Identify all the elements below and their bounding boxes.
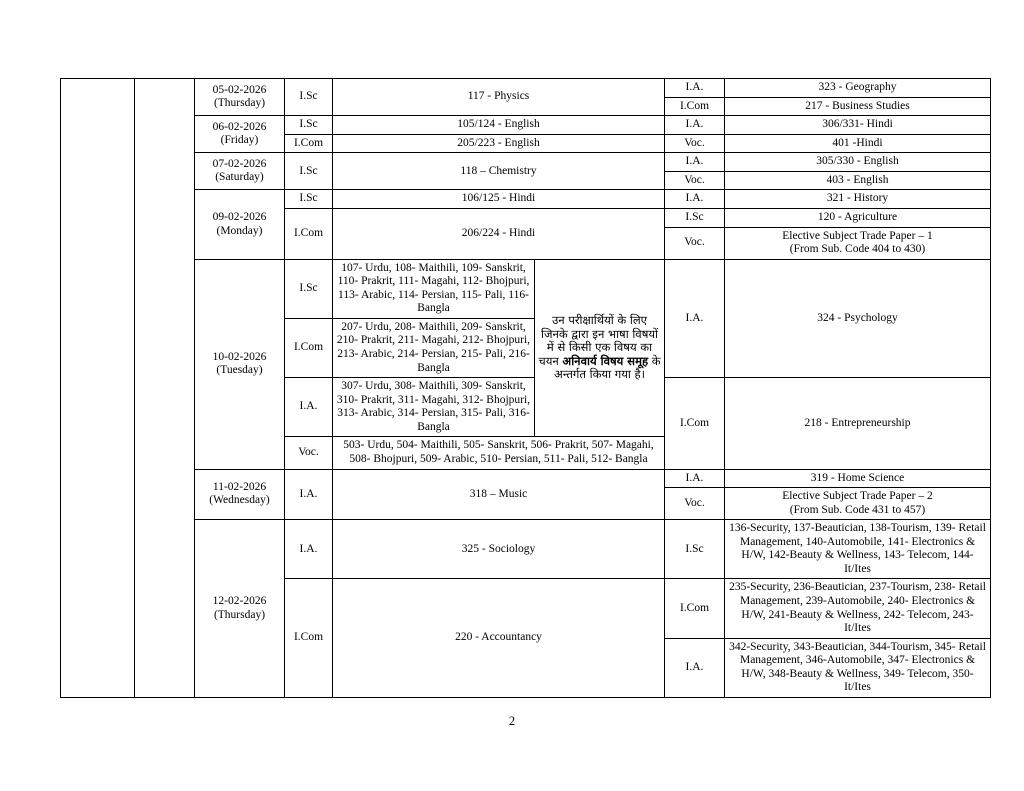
subject-cell: 207- Urdu, 208- Maithili, 209- Sanskrit, 210- Prakrit, 211- Magahi, 212- Bhojpuri, 213- Arabic, 214- Persian, 215- Pali, 216- Bangla — [333, 318, 535, 377]
stream-cell-right: I.A. — [665, 79, 725, 98]
subject-cell: 118 – Chemistry — [333, 153, 665, 190]
subject-cell-right: Elective Subject Trade Paper – 2 (From Sub. Code 431 to 457) — [725, 488, 991, 520]
stream-cell-right: Voc. — [665, 227, 725, 259]
subject-cell-right: 217 - Business Studies — [725, 97, 991, 116]
subject-cell: 220 - Accountancy — [333, 579, 665, 698]
date-cell: 12-02-2026 (Thursday) — [195, 520, 285, 698]
stream-cell: I.Com — [285, 318, 333, 377]
date-cell: 05-02-2026 (Thursday) — [195, 79, 285, 116]
stream-cell: I.Com — [285, 208, 333, 259]
stream-cell: I.Com — [285, 579, 333, 698]
stream-cell: I.A. — [285, 378, 333, 437]
stream-cell: I.Sc — [285, 190, 333, 209]
subject-cell: 318 – Music — [333, 469, 665, 520]
stream-cell-right: I.A. — [665, 638, 725, 697]
subject-cell: 325 - Sociology — [333, 520, 665, 579]
subject-cell-right: 235-Security, 236-Beautician, 237-Tourism, 238- Retail Management, 239-Automobile, 240- Electronics & H/W, 241-Beauty & Wellness, 242- Telecom, 243- It/Ites — [725, 579, 991, 638]
stream-cell-right: I.A. — [665, 469, 725, 488]
stream-cell-right: I.Com — [665, 579, 725, 638]
date-cell: 09-02-2026 (Monday) — [195, 190, 285, 259]
stream-cell-right: Voc. — [665, 488, 725, 520]
stream-cell: I.Sc — [285, 116, 333, 135]
table-row — [61, 116, 991, 135]
subject-cell-right: 218 - Entrepreneurship — [725, 378, 991, 469]
subject-cell-right: 321 - History — [725, 190, 991, 209]
outer-blank-col-2 — [135, 79, 195, 698]
subject-cell-right: 120 - Agriculture — [725, 208, 991, 227]
subject-cell: 107- Urdu, 108- Maithili, 109- Sanskrit, 110- Prakrit, 111- Magahi, 112- Bhojpuri, 113- Arabic, 114- Persian, 115- Pali, 116- Bangla — [333, 259, 535, 318]
subject-cell: 205/223 - English — [333, 134, 665, 153]
table-row — [61, 190, 991, 209]
stream-cell: I.Com — [285, 134, 333, 153]
subject-cell-right: 403 - English — [725, 171, 991, 190]
subject-cell: 105/124 - English — [333, 116, 665, 135]
stream-cell-right: Voc. — [665, 171, 725, 190]
table-row — [61, 259, 991, 318]
stream-cell: Voc. — [285, 437, 333, 469]
subject-cell: 106/125 - Hindi — [333, 190, 665, 209]
stream-cell-right: I.Sc — [665, 520, 725, 579]
subject-cell-right: 401 -Hindi — [725, 134, 991, 153]
stream-cell-right: I.Com — [665, 378, 725, 469]
subject-cell-right: 305/330 - English — [725, 153, 991, 172]
subject-cell-right: 136-Security, 137-Beautician, 138-Tourism, 139- Retail Management, 140-Automobile, 141- Electronics & H/W, 142-Beauty & Wellness, 143- Telecom, 144- It/Ites — [725, 520, 991, 579]
date-cell: 11-02-2026 (Wednesday) — [195, 469, 285, 520]
subject-cell: 206/224 - Hindi — [333, 208, 665, 259]
subject-cell-right: 306/331- Hindi — [725, 116, 991, 135]
subject-cell-right: 323 - Geography — [725, 79, 991, 98]
stream-cell-right: I.A. — [665, 153, 725, 172]
subject-cell-right: Elective Subject Trade Paper – 1 (From Sub. Code 404 to 430) — [725, 227, 991, 259]
stream-cell-right: I.A. — [665, 116, 725, 135]
subject-cell-right: 319 - Home Science — [725, 469, 991, 488]
stream-cell-right: Voc. — [665, 134, 725, 153]
stream-cell: I.A. — [285, 520, 333, 579]
language-note-cell: उन परीक्षार्थियों के लिए जिनके द्वारा इन भाषा विषयों में से किसी एक विषय का चयन अनिवार्य विषय समूह के अन्तर्गत किया गया है। — [535, 259, 665, 437]
date-cell: 07-02-2026 (Saturday) — [195, 153, 285, 190]
date-cell: 10-02-2026 (Tuesday) — [195, 259, 285, 469]
stream-cell-right: I.Sc — [665, 208, 725, 227]
subject-cell-right: 324 - Psychology — [725, 259, 991, 378]
subject-cell-right: 342-Security, 343-Beautician, 344-Tourism, 345- Retail Management, 346-Automobile, 347- Electronics & H/W, 348-Beauty & Wellness, 349- Telecom, 350- It/Ites — [725, 638, 991, 697]
stream-cell: I.A. — [285, 469, 333, 520]
table-row — [61, 520, 991, 579]
stream-cell-right: I.A. — [665, 190, 725, 209]
subject-cell: 307- Urdu, 308- Maithili, 309- Sanskrit, 310- Prakrit, 311- Magahi, 312- Bhojpuri, 313- Arabic, 314- Persian, 315- Pali, 316- Bangla — [333, 378, 535, 437]
table-row — [61, 153, 991, 172]
outer-blank-col-1 — [61, 79, 135, 698]
date-cell: 06-02-2026 (Friday) — [195, 116, 285, 153]
stream-cell: I.Sc — [285, 259, 333, 318]
stream-cell-right: I.A. — [665, 259, 725, 378]
table-row — [61, 79, 991, 98]
stream-cell-right: I.Com — [665, 97, 725, 116]
table-row — [61, 469, 991, 488]
stream-cell: I.Sc — [285, 79, 333, 116]
page-number: 2 — [508, 714, 516, 728]
subject-cell: 503- Urdu, 504- Maithili, 505- Sanskrit, 506- Prakrit, 507- Magahi, 508- Bhojpuri, 509- Arabic, 510- Persian, 511- Pali, 512- Bangla — [333, 437, 665, 469]
stream-cell: I.Sc — [285, 153, 333, 190]
subject-cell: 117 - Physics — [333, 79, 665, 116]
exam-schedule-table — [60, 78, 991, 698]
